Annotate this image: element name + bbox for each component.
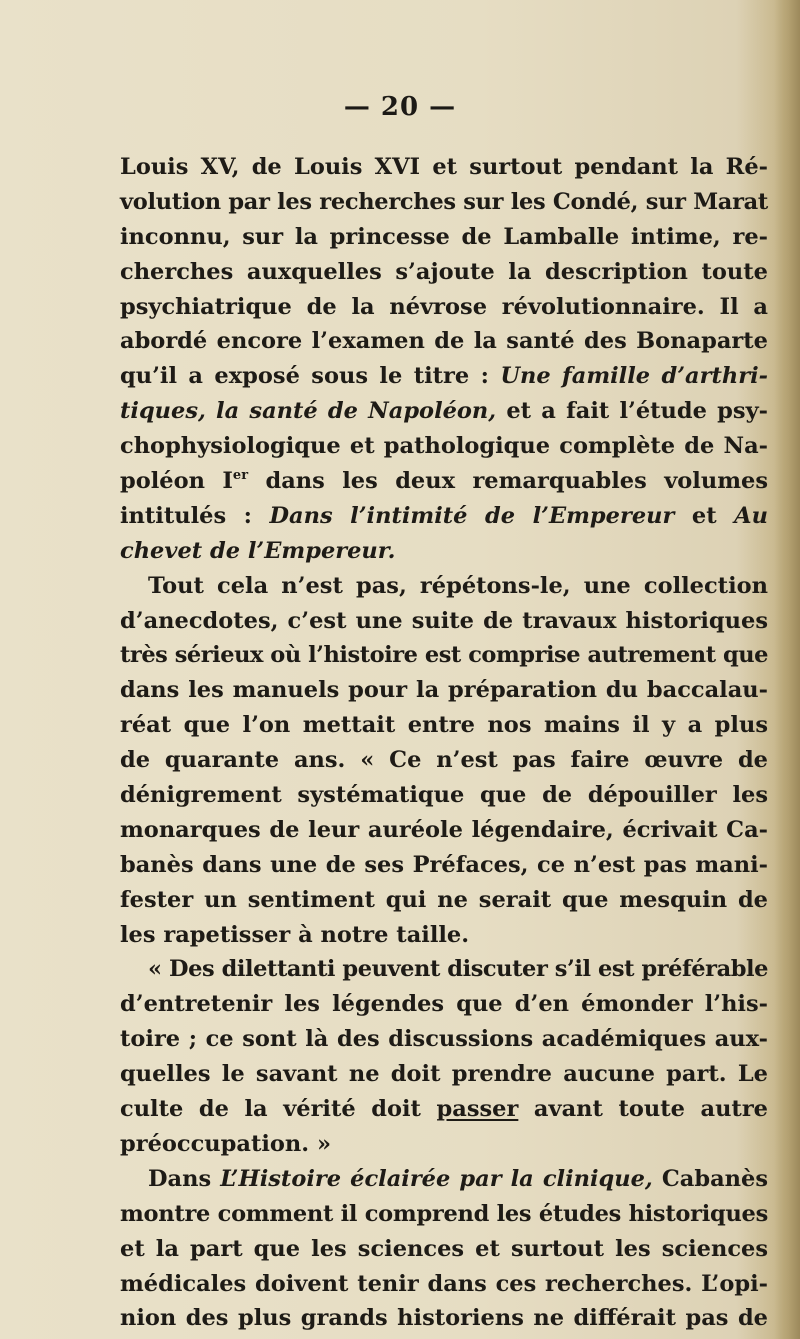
text-segment: quelles le savant ne doit prendre aucune part. Le (120, 1061, 768, 1088)
text-segment: « Des dilettanti peuvent discuter s’il est préférable (148, 956, 768, 983)
text-segment: monarques de leur auréole légendaire, écrivait Ca- (120, 816, 768, 843)
text-line (120, 1022, 768, 1057)
text-segment: Une famille d’arthri- (500, 363, 768, 390)
text-line (120, 464, 768, 499)
text-segment: dénigrement systématique que de dépouiller les (120, 782, 768, 809)
text-line (120, 778, 768, 813)
text-line (120, 150, 768, 185)
text-line (120, 638, 768, 673)
text-line (120, 813, 768, 848)
text-segment: intitulés : (120, 502, 270, 529)
text-segment: préoccupation. » (120, 1130, 332, 1157)
text-segment: banès dans une de ses Préfaces, ce n’est pas mani- (120, 851, 768, 878)
text-line (120, 743, 768, 778)
body-text (120, 150, 768, 1336)
text-line (120, 848, 768, 883)
text-line (120, 952, 768, 987)
text-line (120, 394, 768, 429)
text-segment: nion des plus grands historiens ne différait pas de (120, 1305, 768, 1332)
text-segment: très sérieux où l’histoire est comprise autrement que (120, 642, 768, 669)
text-segment: abordé encore l’examen de la santé des Bonaparte (120, 328, 768, 355)
text-segment: volution par les recherches sur les Condé, sur Marat (120, 188, 768, 215)
text-segment: d’anecdotes, c’est une suite de travaux historiques (120, 607, 768, 634)
text-line (120, 918, 768, 953)
text-segment: tiques, la santé de Napoléon, (120, 398, 497, 425)
text-line (120, 1267, 768, 1302)
text-segment: dans les manuels pour la préparation du baccalau- (120, 677, 768, 704)
text-line (120, 1232, 768, 1267)
text-segment: chevet de l’Empereur. (120, 537, 396, 564)
text-segment: Dans (148, 1165, 221, 1192)
text-segment: poléon I (120, 468, 233, 495)
text-segment: culte de la vérité doit (120, 1096, 437, 1123)
text-line (120, 673, 768, 708)
text-segment: qu’il a exposé sous le titre : (120, 363, 501, 390)
text-segment: chophysiologique et pathologique complète de Na- (120, 433, 768, 460)
text-segment: Dans l’intimité de l’Empereur (269, 502, 675, 529)
text-line (120, 1197, 768, 1232)
text-segment: inconnu, sur la princesse de Lamballe intime, re- (120, 223, 768, 250)
text-line (120, 1092, 768, 1127)
text-line (120, 883, 768, 918)
text-line (120, 220, 768, 255)
text-segment: médicales doivent tenir dans ces recherches. L’opi- (120, 1270, 768, 1297)
text-segment: les rapetisser à notre taille. (120, 921, 470, 948)
text-segment: fester un sentiment qui ne serait que mesquin de (120, 886, 768, 913)
text-line (120, 359, 768, 394)
text-segment: et a fait l’étude psy- (496, 398, 768, 425)
text-line (120, 290, 768, 325)
text-segment: montre comment il comprend les études historiques (120, 1200, 768, 1227)
text-segment: et (674, 502, 735, 529)
text-line (120, 324, 768, 359)
text-line (120, 708, 768, 743)
text-line (120, 1162, 768, 1197)
text-line (120, 569, 768, 604)
text-line (120, 429, 768, 464)
page-edge-shadow (774, 0, 800, 1339)
text-segment: Tout cela n’est pas, répétons-le, une collection (148, 572, 768, 599)
page-number: — 20 — (343, 92, 457, 122)
text-segment: Cabanès (652, 1165, 768, 1192)
text-line (120, 534, 768, 569)
text-segment: d’entretenir les légendes que d’en émonder l’his- (120, 991, 768, 1018)
text-segment: réat que l’on mettait entre nos mains il y a plus (120, 712, 768, 739)
text-line (120, 255, 768, 290)
text-segment: Au (734, 502, 768, 529)
text-segment: de quarante ans. « Ce n’est pas faire œuvre de (120, 747, 768, 774)
text-segment: dans les deux remarquables volumes (248, 468, 768, 495)
text-segment: avant toute autre (518, 1096, 768, 1123)
text-segment: psychiatrique de la névrose révolutionnaire. Il a (120, 293, 768, 320)
text-segment: et la part que les sciences et surtout les sciences (120, 1235, 768, 1262)
text-line (120, 1127, 768, 1162)
text-line (120, 604, 768, 639)
text-segment: cherches auxquelles s’ajoute la description toute (120, 258, 768, 285)
text-segment: passer (436, 1096, 519, 1123)
text-line (120, 499, 768, 534)
text-segment: Louis XV, de Louis XVI et surtout pendant la Ré- (120, 154, 768, 180)
text-line (120, 1301, 768, 1336)
text-line (120, 987, 768, 1022)
text-line (120, 185, 768, 220)
superscript: er (232, 468, 249, 484)
text-segment: L’Histoire éclairée par la clinique, (220, 1165, 653, 1192)
text-line (120, 1057, 768, 1092)
text-segment: toire ; ce sont là des discussions académiques aux- (120, 1026, 768, 1053)
